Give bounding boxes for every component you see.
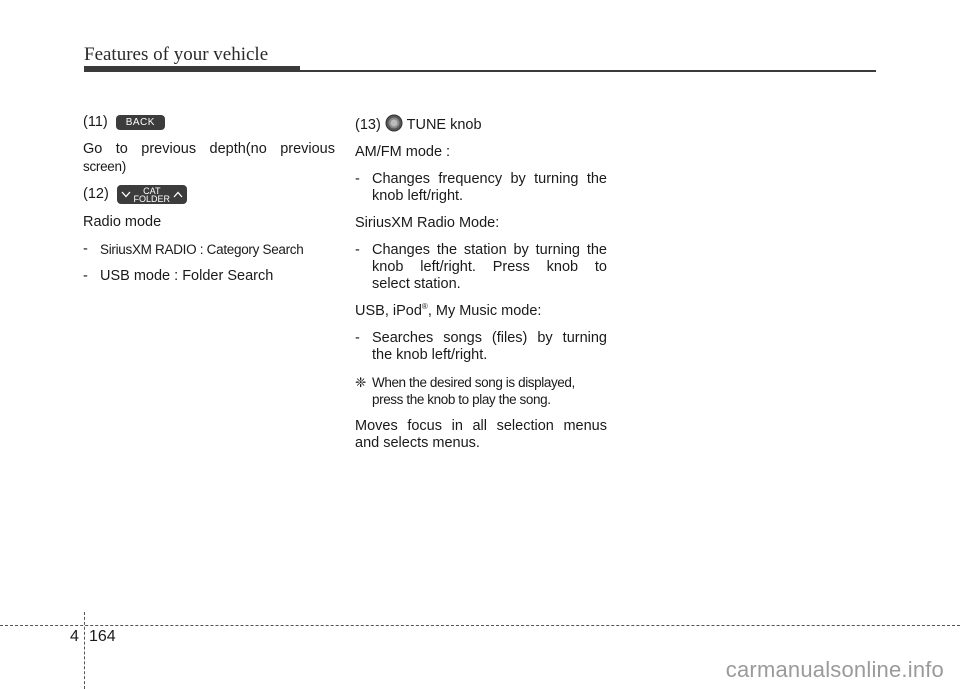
usb-heading (355, 303, 607, 320)
footer-vertical-rule (84, 612, 85, 689)
moves-line-2: and selects menus. (355, 435, 480, 451)
item-11-line-2: screen) (83, 159, 126, 174)
back-button-icon: BACK (116, 115, 165, 130)
item-11-number: (11) (83, 114, 108, 130)
usb-line-2: the knob left/right. (372, 347, 488, 363)
page-header-title: Features of your vehicle (84, 44, 269, 65)
item-11-line-1: Go to previous depth(no previous (83, 141, 335, 157)
chevron-up-icon (173, 191, 183, 198)
sirius-bullet-text (372, 242, 607, 293)
item-12-row (83, 185, 335, 204)
item-13-number: (13) (355, 117, 381, 133)
cat-folder-label (134, 187, 171, 203)
sirius-line-1: Changes the station by turning the (372, 242, 607, 258)
item-11-row (83, 114, 335, 131)
amfm-line-2: knob left/right. (372, 188, 464, 204)
amfm-heading: AM/FM mode : (355, 144, 451, 160)
dash-marker: - (83, 241, 88, 257)
note-line-1: When the desired song is displayed, (372, 375, 575, 390)
header-rule-thick (84, 66, 300, 72)
usb-bullet-text (372, 330, 607, 364)
sirius-line-2: knob left/right. Press knob to (372, 259, 607, 275)
folder-label: FOLDER (133, 193, 171, 204)
bullet-usb-text: USB mode : Folder Search (100, 268, 274, 284)
watermark-text: carmanualsonline.info (725, 657, 944, 682)
usb-heading-a: USB, iPod (355, 303, 422, 319)
footer-section-number: 4 (70, 628, 79, 645)
note-line-2: press the knob to play the song. (372, 392, 551, 407)
item-13-row (355, 114, 607, 134)
cat-folder-button-icon (117, 185, 187, 204)
note-block (355, 374, 607, 408)
radio-mode-heading: Radio mode (83, 214, 162, 230)
usb-bullet (355, 330, 607, 364)
dash-marker: - (355, 330, 360, 346)
bullet-usb-folder (83, 268, 335, 285)
right-column (355, 114, 607, 462)
registered-mark: ® (421, 302, 428, 312)
dash-marker: - (83, 268, 88, 284)
note-mark-icon: ❈ (355, 375, 366, 390)
note-text (372, 374, 575, 408)
amfm-line-1: Changes frequency by turning the (372, 171, 607, 187)
usb-line-1: Searches songs (files) by turning (372, 330, 607, 346)
cat-label: CAT (143, 185, 161, 196)
amfm-bullet (355, 171, 607, 205)
footer-dashed-rule (0, 625, 960, 626)
left-column (83, 114, 335, 295)
footer-page-number: 164 (89, 628, 116, 645)
amfm-bullet-text (372, 171, 607, 205)
dash-marker: - (355, 171, 360, 187)
bullet-sirius-category (83, 241, 335, 258)
moves-line-1: Moves focus in all selection menus (355, 418, 607, 434)
sirius-heading: SiriusXM Radio Mode: (355, 215, 500, 231)
item-12-number: (12) (83, 186, 109, 202)
chevron-down-icon (121, 191, 131, 198)
dash-marker: - (355, 242, 360, 258)
header-rule-thin (300, 70, 876, 72)
tune-knob-icon (385, 114, 403, 132)
sirius-bullet (355, 242, 607, 293)
usb-heading-b: , My Music mode: (427, 303, 542, 319)
item-11-description (83, 141, 335, 175)
item-13-label: TUNE knob (406, 117, 482, 133)
bullet-sirius-text: SiriusXM RADIO : Category Search (100, 242, 304, 257)
moves-focus-paragraph (355, 418, 607, 452)
sirius-line-3: select station. (372, 276, 461, 292)
